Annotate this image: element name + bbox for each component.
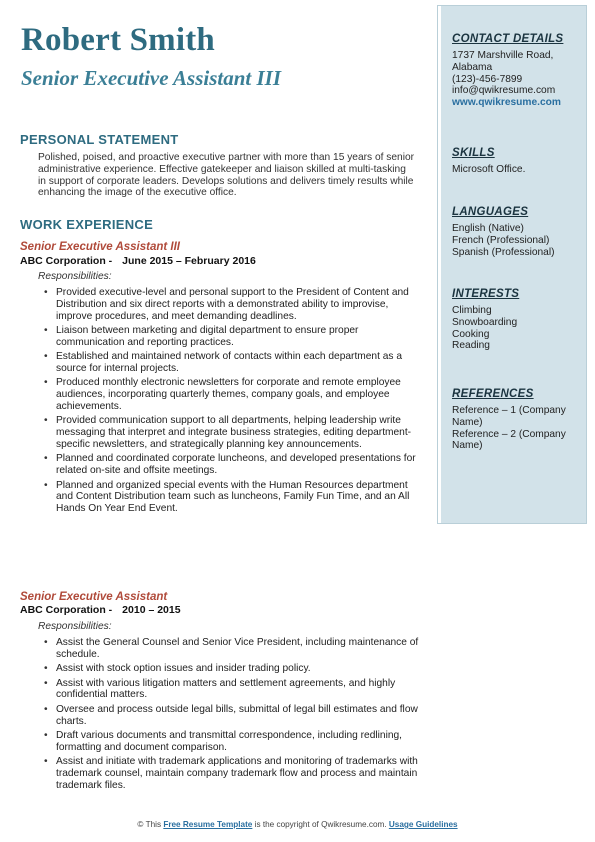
list-item: • Assist with various litigation matters and settlement agreements, and highly confidential matters. — [44, 678, 420, 702]
sidebar — [438, 6, 586, 523]
list-item: • Liaison between marketing and digital department to ensure proper communication and reporting practices. — [44, 325, 420, 349]
contact-website-link[interactable]: www.qwikresume.com — [452, 97, 561, 109]
candidate-name: Robert Smith — [21, 22, 215, 58]
interest-item: Snowboarding — [452, 316, 518, 328]
footer-prefix: © This — [137, 820, 164, 829]
skills-section — [452, 147, 582, 176]
job-title: Senior Executive Assistant — [20, 591, 168, 603]
contact-phone: (123)-456-7899 — [452, 73, 523, 85]
job-dates: June 2015 – February 2016 — [122, 255, 256, 267]
list-item: • Assist and initiate with trademark applications and monitoring of trademarks with trademark counsel, maintain company trademark flow and process and maintain trademark files. — [44, 756, 420, 791]
list-item: • Oversee and process outside legal bills, submittal of legal bill estimates and flow charts. — [44, 704, 420, 728]
languages-section — [452, 206, 582, 258]
interests-heading: INTERESTS — [452, 288, 520, 300]
skill-item: Microsoft Office. — [452, 164, 526, 175]
interest-item: Cooking — [452, 328, 490, 340]
language-item: French (Professional) — [452, 234, 550, 246]
interest-item: Climbing — [452, 305, 492, 316]
responsibilities-list — [44, 637, 420, 794]
reference-item: Name) — [452, 416, 483, 428]
list-item: • Assist with stock option issues and insider trading policy. — [44, 663, 420, 675]
list-item: • Planned and coordinated corporate luncheons, and developed presentations for related on-site and offsite meetings. — [44, 453, 420, 477]
job-dates: 2010 – 2015 — [122, 604, 181, 616]
responsibilities-list — [44, 287, 420, 518]
reference-item: Reference – 1 (Company — [452, 405, 566, 416]
reference-item: Name) — [452, 440, 483, 452]
skills-heading: SKILLS — [452, 147, 495, 159]
footer-middle: is the copyright of Qwikresume.com. — [252, 820, 389, 829]
reference-item: Reference – 2 (Company — [452, 428, 566, 440]
job-title: Senior Executive Assistant III — [20, 241, 180, 253]
interest-item: Reading — [452, 340, 490, 352]
contact-section — [452, 33, 582, 109]
contact-heading: CONTACT DETAILS — [452, 33, 564, 45]
job-company: ABC Corporation - — [20, 604, 113, 616]
language-item: English (Native) — [452, 223, 524, 234]
list-item: • Draft various documents and transmittal correspondence, including redlining, formatting and document comparison. — [44, 730, 420, 754]
job-company-line — [20, 255, 256, 267]
work-experience-heading: WORK EXPERIENCE — [20, 217, 154, 232]
responsibilities-label: Responsibilities: — [38, 271, 112, 282]
usage-guidelines-link[interactable]: Usage Guidelines — [388, 820, 458, 829]
job-company-line — [20, 604, 181, 616]
list-item: • Established and maintained network of contacts within each department as a source for internal projects. — [44, 351, 420, 375]
list-item: • Produced monthly electronic newsletters for corporate and remote employee audiences, incorporating quarterly themes, company goals, and employee achievements. — [44, 377, 420, 412]
contact-address-line2: Alabama — [452, 61, 493, 73]
list-item: • Provided executive-level and personal support to the President of Content and Distribution and six direct reports with a demonstrated ability to improvise, improve procedures, and meet demanding deadlines. — [44, 287, 420, 322]
contact-address-line1: 1737 Marshville Road, — [452, 50, 554, 61]
contact-email[interactable]: info@qwikresume.com — [452, 85, 556, 97]
list-item: • Assist the General Counsel and Senior Vice President, including maintenance of schedule. — [44, 637, 420, 661]
references-heading: REFERENCES — [452, 388, 534, 400]
job-company: ABC Corporation - — [20, 255, 113, 267]
language-item: Spanish (Professional) — [452, 246, 555, 258]
free-resume-template-link[interactable]: Free Resume Template — [163, 820, 253, 829]
candidate-title: Senior Executive Assistant III — [21, 66, 282, 90]
list-item: • Provided communication support to all departments, helping leadership write messaging that interpret and integrate business strategies, editing department-specific newsletters, and strategically planning key announcements. — [44, 415, 420, 450]
personal-statement-heading: PERSONAL STATEMENT — [20, 132, 179, 147]
references-section — [452, 388, 582, 452]
languages-heading: LANGUAGES — [452, 206, 529, 218]
interests-section — [452, 288, 582, 352]
list-item: • Planned and organized special events with the Human Resources department and Content Distribution team such as luncheons, Family Fun Time, and an All Hands On Year End Event. — [44, 480, 420, 515]
responsibilities-label: Responsibilities: — [38, 621, 112, 632]
footer — [0, 820, 595, 829]
personal-statement-text: Polished, poised, and proactive executive partner with more than 15 years of senior administrative experience. Effective gatekeeper and liaison skilled at multi-tasking in support of corporate leaders. Develops solutions and delivers timely results while enhancing the image of the executive office. — [38, 152, 415, 199]
